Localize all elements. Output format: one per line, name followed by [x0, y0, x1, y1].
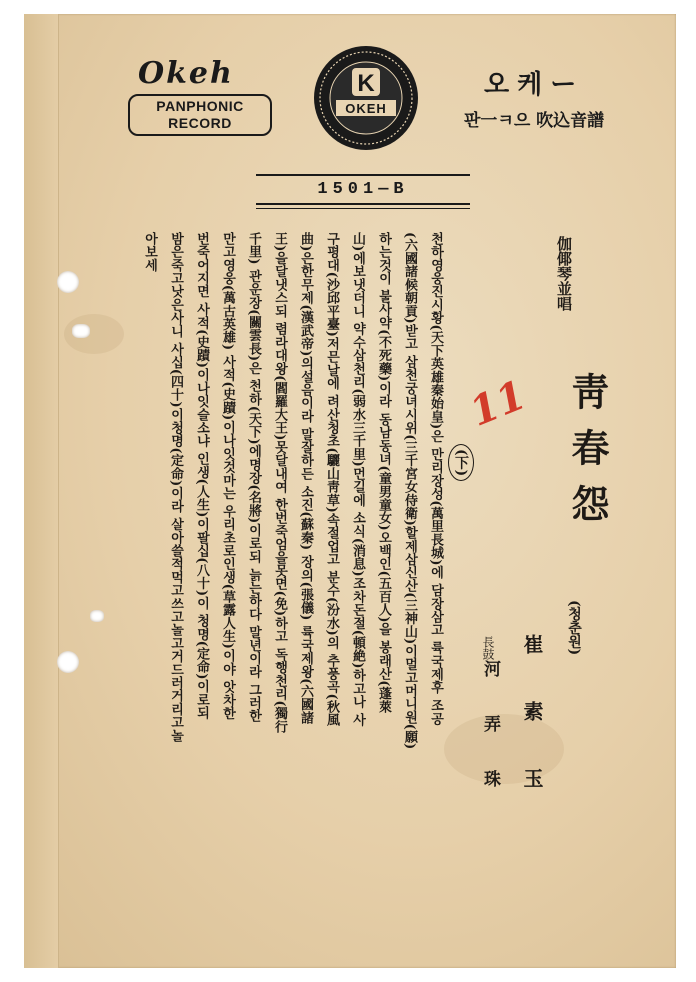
torn-left-edge — [24, 14, 59, 968]
song-genre: 伽倻琴並唱 — [555, 236, 573, 311]
lyric-line: (六國諸候朝貢)받고 삼천궁녀시위(三千宮女侍衛)할제삼신산(三神山)이멀고머니원(願) — [402, 232, 417, 750]
record-text: RECORD — [168, 115, 232, 131]
seal-word: OKEH — [345, 101, 387, 116]
singer-name: 崔 素 玉 — [520, 634, 544, 808]
lyric-line: 하는것이 불사약(不死藥)이라 동남동녀(童男童女)오백인(五百人)을 봉래산(蓬萊 — [376, 232, 391, 714]
lyric-line: 曲)은한무제(漢武帝)의설음이라 말잘하든 소진(蘇秦) 장의(張儀) 륙국제왕(六國諸 — [298, 232, 313, 725]
binder-hole — [72, 324, 90, 338]
lyric-line: 번죽어지면 사적(史蹟)이나잇슬소냐 인생(人生)이팔십(八十)이 청명(定命)이로되 — [194, 232, 209, 720]
label-title-korean: 오케ー — [484, 70, 585, 100]
lyric-line: 아보세 — [142, 232, 157, 272]
okeh-brand-script: Okeh — [138, 56, 234, 91]
lyric-line: 千里) 관운장(關雲長)은 천하(天下)에명장(名將)이로되 늙는하다 말년이라 그러한 — [246, 232, 261, 723]
binder-hole — [57, 271, 79, 293]
lyric-line: 山)에보냇더니 약수삼천리(弱水三千里)먼길에 소식(消息)조차돈절(頓絶)하고나 사 — [350, 232, 365, 727]
drum-label: 長鼓 — [481, 636, 495, 660]
binder-hole — [57, 651, 79, 673]
lyric-line: 王)을달냇스되 렴라대왕(閻羅大王)못달내여 한번죽엄을못면(免)하고 독행천리(獨行 — [272, 232, 287, 734]
drummer-name: 河 弄 珠 — [480, 660, 500, 803]
lyric-line: 만고영웅(萬古英雄) 사적(史蹟)이나잇것마는 우리초로인생(草露人生)이야 앗차한 — [220, 232, 235, 720]
binder-hole — [90, 610, 104, 622]
lyric-line: 밤은죽고낫은사니 사십(四十)이청명(定命)이라 살아쓸적먹고쓰고놀고거드러거리고놀 — [168, 232, 183, 743]
okeh-seal-logo — [312, 44, 420, 152]
panphonic-text: PANPHONIC — [156, 98, 244, 114]
song-title-reading: (청춘원) — [566, 600, 582, 656]
part-indicator: (下) — [448, 444, 474, 481]
song-title: 靑春怨 — [565, 372, 610, 540]
label-subtitle-korean: 판一ㅋ으 吹込音譜 — [464, 111, 605, 131]
panphonic-record-box — [128, 94, 272, 136]
lyric-line: 구평대(沙邱平臺)저믄날에 려산청초(驪山靑草)속절업고 분수(汾水)의 추풍곡(秋風 — [324, 232, 339, 727]
lyric-line: 천하영웅진시황(天下英雄秦始皇)은 만리장성(萬里長城)에 담장삼고 륙국제후 조공 — [428, 232, 443, 726]
catalog-number: 1501—B — [256, 174, 470, 205]
red-handwritten-mark: 11 — [463, 371, 533, 436]
seal-letter: K — [357, 70, 375, 97]
